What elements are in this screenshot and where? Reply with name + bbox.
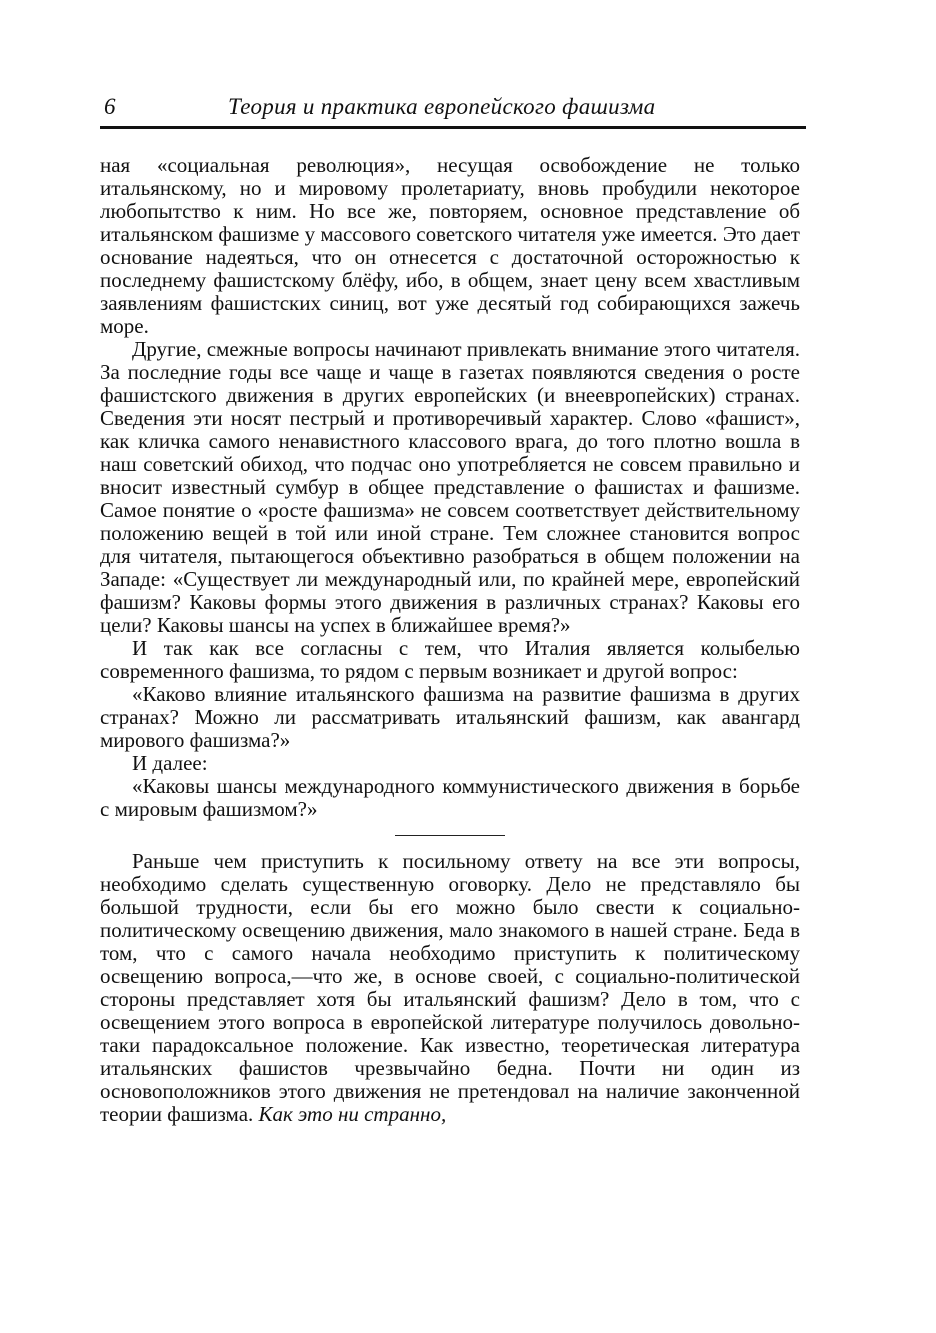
quote-1: «Каково влияние итальянского фашизма на развитие фашизма в других странах? Можно ли рассматривать итальянский фашизм, как авангард мирового фашизма?» [100, 682, 800, 752]
section-separator [395, 835, 505, 836]
paragraph-and-further: И далее: [132, 751, 208, 775]
page-number: 6 [104, 94, 116, 119]
running-header [100, 90, 806, 129]
paragraph-3: И так как все согласны с тем, что Италия является колыбелью современного фашизма, то рядом с первым возникает и другой вопрос: [100, 636, 800, 683]
body-text [100, 154, 800, 1126]
quote-2: «Каковы шансы международного коммунистического движения в борьбе с мировым фашизмом?» [100, 774, 800, 821]
paragraph-4 [100, 850, 800, 1126]
paragraph-2: Другие, смежные вопросы начинают привлекать внимание этого читателя. За последние годы все чаще и чаще в газетах появляются сведения о росте фашистского движения в других европейских (и внеевропейских) странах. Сведения эти носят пестрый и противоречивый характер. Слово «фашист», как кличка самого ненавистного классового врага, до того плотно вошла в наш советский обиход, что подчас оно употребляется не совсем правильно и вносит известный сумбур в общее представление о фашистах и фашизме. Самое понятие о «росте фашизма» не совсем соответствует действительному положению вещей в той или иной стране. Тем сложнее становится вопрос для читателя, пытающегося объективно разобраться в общем положении на Западе: «Существует ли международный или, по крайней мере, европейский фашизм? Каковы формы этого движения в различных странах? Каковы его цели? Каковы шансы на успех в ближайшее время?» [100, 337, 800, 637]
paragraph-4-text: Раньше чем приступить к посильному ответу на все эти вопросы, необходимо сделать существенную оговорку. Дело не представляло бы большой трудности, если бы его можно было свести к социально-политическому освещению движения, мало знакомого в нашей стране. Беда в том, что с самого начала необходимо приступить к политическому освещению вопроса,—что же, в основе своей, с социально-политической стороны представляет хотя бы итальянский фашизм? Дело в том, что с освещением этого вопроса в европейской литературе получилось довольно-таки парадоксальное положение. Как известно, теоретическая литература итальянских фашистов чрезвычайно бедна. Почти ни один из основоположников этого движения не претендовал на наличие законченной теории фашизма. [100, 849, 800, 1126]
paragraph-4-italic: Как это ни странно, [258, 1102, 447, 1126]
paragraph-1: ная «социальная революция», несущая освобождение не только итальянскому, но и мировому пролетариату, вновь пробудили некоторое любопытство к ним. Но все же, повторяем, основное представление об итальянском фашизме у массового советского читателя уже имеется. Это дает основание надеяться, что он отнесется с достаточной осторожностью к последнему фашистскому блёфу, ибо, в общем, знает цену всем хвастливым заявлениям фашистских синиц, вот уже десятый год собирающихся зажечь море. [100, 153, 800, 338]
running-title: Теория и практика европейского фашизма [228, 94, 656, 119]
